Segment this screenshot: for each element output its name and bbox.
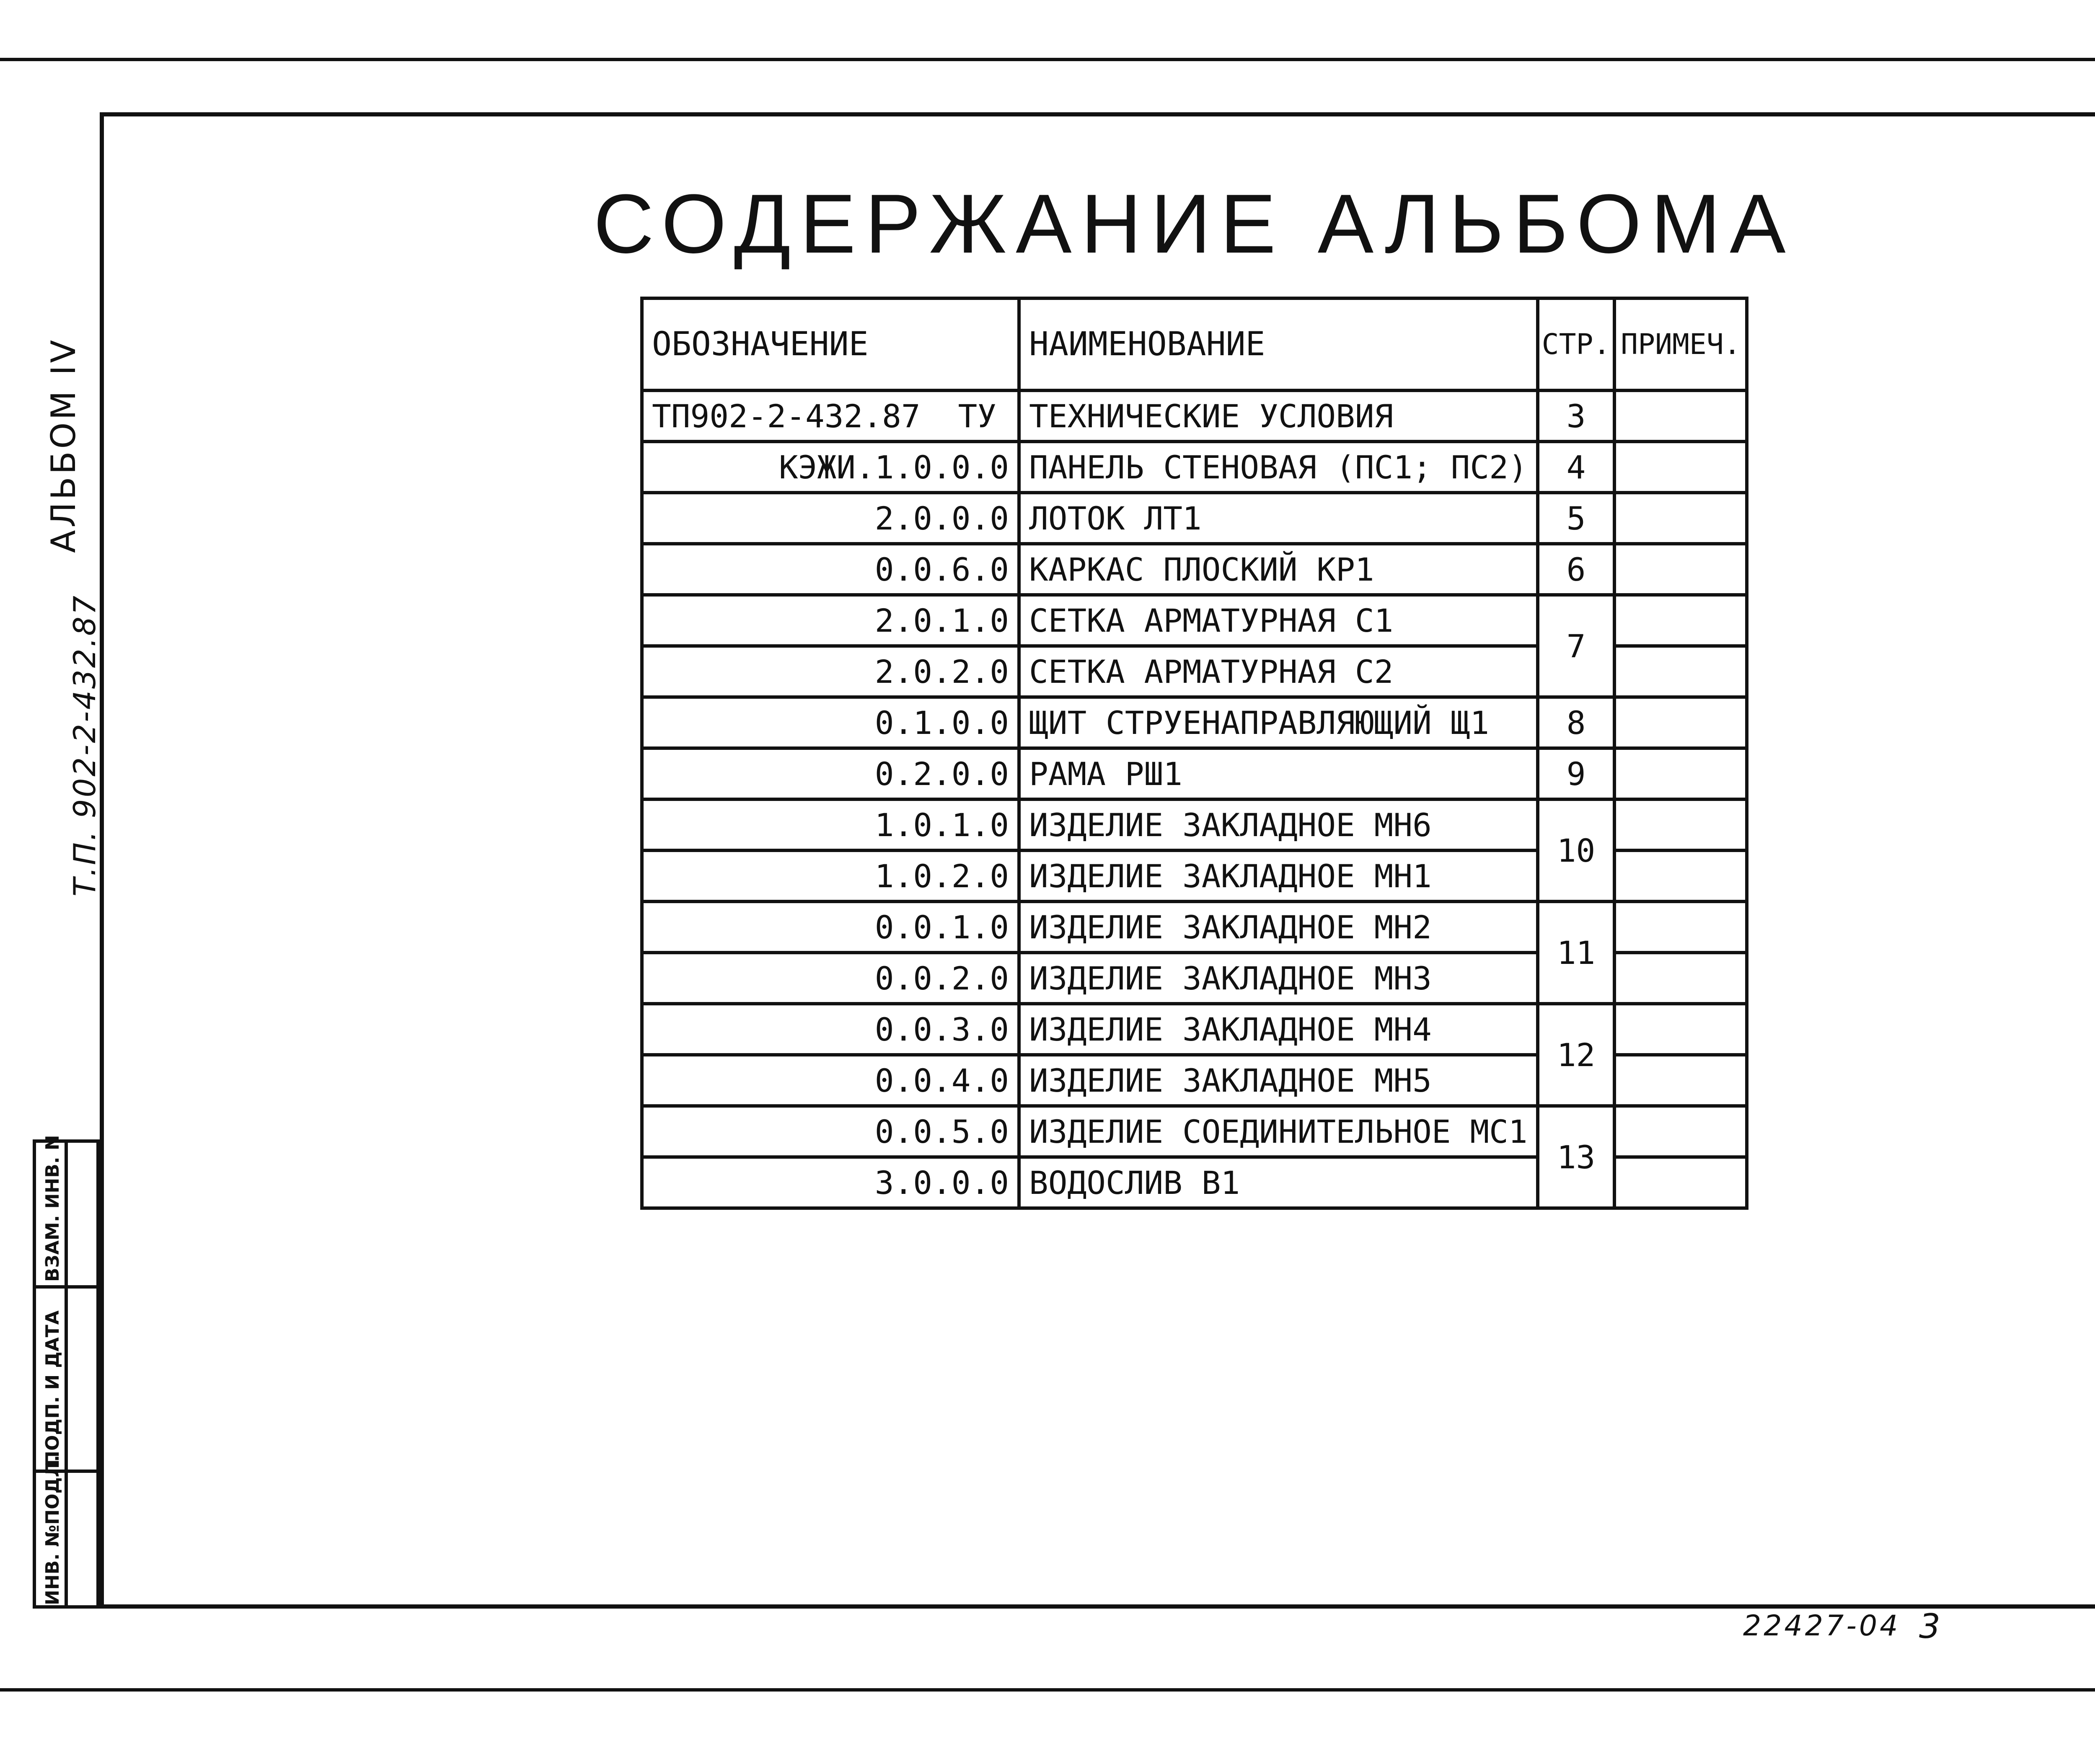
row-page: 11	[1538, 901, 1615, 1004]
header-code: ОБОЗНАЧЕНИЕ	[642, 298, 1019, 390]
row-note	[1614, 442, 1747, 493]
row-code-text: 0.0.2.0	[874, 959, 1009, 997]
row-name: СЕТКА АРМАТУРНАЯ С1	[1019, 595, 1538, 646]
row-code	[642, 646, 1019, 697]
archive-number: 22427-04	[1743, 1609, 1901, 1643]
row-code-text: 0.0.5.0	[874, 1113, 1009, 1150]
row-code-text: 0.0.1.0	[874, 908, 1009, 946]
stamp-replace-inv: ВЗАМ. ИНВ. N	[42, 1135, 63, 1282]
sheet-border-bottom	[0, 1688, 2095, 1692]
row-code	[642, 493, 1019, 544]
row-page: 4	[1538, 442, 1615, 493]
row-name: ИЗДЕЛИЕ СОЕДИНИТЕЛЬНОЕ МС1	[1019, 1106, 1538, 1157]
row-code-text: 0.0.3.0	[874, 1010, 1009, 1048]
row-code-text: 0.2.0.0	[874, 755, 1009, 793]
table-row	[642, 697, 1747, 748]
stamp-sign-date: ПОДП. И ДАТА	[42, 1310, 63, 1466]
header-page: СТР.	[1538, 298, 1615, 390]
row-code	[642, 442, 1019, 493]
row-page: 10	[1538, 799, 1615, 901]
row-code	[642, 544, 1019, 595]
table-row	[642, 493, 1747, 544]
row-page: 6	[1538, 544, 1615, 595]
row-note	[1614, 799, 1747, 850]
row-note	[1614, 1055, 1747, 1106]
row-page: 5	[1538, 493, 1615, 544]
table-row	[642, 1106, 1747, 1157]
table-row	[642, 390, 1747, 442]
row-name: ВОДОСЛИВ В1	[1019, 1157, 1538, 1208]
row-name: ИЗДЕЛИЕ ЗАКЛАДНОЕ МН2	[1019, 901, 1538, 953]
row-code-text: 2.0.1.0	[874, 602, 1009, 639]
row-code	[642, 595, 1019, 646]
row-name: ПАНЕЛЬ СТЕНОВАЯ (ПС1; ПС2)	[1019, 442, 1538, 493]
table-header-row	[642, 298, 1747, 390]
table-row	[642, 1004, 1747, 1055]
row-name: ЩИТ СТРУЕНАПРАВЛЯЮЩИЙ Щ1	[1019, 697, 1538, 748]
row-name: ЛОТОК ЛТ1	[1019, 493, 1538, 544]
page-title: СОДЕРЖАНИЕ АЛЬБОМА	[593, 177, 1795, 271]
table-row	[642, 544, 1747, 595]
row-code	[642, 799, 1019, 850]
sheet-border-top	[0, 58, 2095, 61]
header-note: ПРИМЕЧ.	[1614, 298, 1747, 390]
contents-table	[640, 297, 1748, 1210]
row-code-text: ТП902-2-432.87	[652, 397, 921, 435]
row-page: 3	[1538, 390, 1615, 442]
row-code	[642, 1055, 1019, 1106]
row-name: ИЗДЕЛИЕ ЗАКЛАДНОЕ МН6	[1019, 799, 1538, 850]
row-note	[1614, 850, 1747, 901]
row-code	[642, 1004, 1019, 1055]
table-row	[642, 442, 1747, 493]
row-note	[1614, 390, 1747, 442]
row-note	[1614, 1157, 1747, 1208]
row-code	[642, 850, 1019, 901]
row-code-text: 1.0.1.0	[874, 806, 1009, 844]
row-code	[642, 697, 1019, 748]
table-body	[642, 390, 1747, 1208]
table-row	[642, 799, 1747, 850]
row-note	[1614, 1004, 1747, 1055]
row-note	[1614, 748, 1747, 799]
table-row	[642, 901, 1747, 953]
row-code	[642, 953, 1019, 1004]
row-note	[1614, 1106, 1747, 1157]
project-code: Т.П. 902-2-432.87	[67, 594, 102, 896]
header-name: НАИМЕНОВАНИЕ	[1019, 298, 1538, 390]
row-name: СЕТКА АРМАТУРНАЯ С2	[1019, 646, 1538, 697]
row-page: 9	[1538, 748, 1615, 799]
row-page: 7	[1538, 595, 1615, 697]
row-note	[1614, 953, 1747, 1004]
row-code-text: 2.0.2.0	[874, 653, 1009, 690]
row-name: ИЗДЕЛИЕ ЗАКЛАДНОЕ МН5	[1019, 1055, 1538, 1106]
row-code-text: 0.1.0.0	[874, 704, 1009, 741]
row-code-text: 1.0.2.0	[874, 857, 1009, 895]
row-code	[642, 390, 1019, 442]
row-note	[1614, 901, 1747, 953]
row-code	[642, 1157, 1019, 1208]
row-code-text: 0.0.4.0	[874, 1061, 1009, 1099]
row-page: 12	[1538, 1004, 1615, 1106]
row-page: 13	[1538, 1106, 1615, 1208]
row-note	[1614, 595, 1747, 646]
row-note	[1614, 697, 1747, 748]
row-code-text: КЭЖИ.1.0.0.0	[779, 448, 1009, 486]
row-code-suffix: ТУ	[958, 397, 996, 435]
row-name: КАРКАС ПЛОСКИЙ КР1	[1019, 544, 1538, 595]
row-name: ИЗДЕЛИЕ ЗАКЛАДНОЕ МН3	[1019, 953, 1538, 1004]
row-page: 8	[1538, 697, 1615, 748]
row-code	[642, 901, 1019, 953]
row-code	[642, 1106, 1019, 1157]
stamp-divider	[36, 1285, 96, 1289]
row-code-text: 3.0.0.0	[874, 1164, 1009, 1201]
sheet-number: 3	[1919, 1607, 1940, 1646]
stamp-divider	[65, 1143, 68, 1605]
row-code-text: 2.0.0.0	[874, 499, 1009, 537]
table-row	[642, 748, 1747, 799]
album-label: АЛЬБОМ IV	[44, 337, 83, 553]
row-code	[642, 748, 1019, 799]
row-name: ТЕХНИЧЕСКИЕ УСЛОВИЯ	[1019, 390, 1538, 442]
row-name: ИЗДЕЛИЕ ЗАКЛАДНОЕ МН1	[1019, 850, 1538, 901]
stamp-inv-no: ИНВ. №ПОДЛ.	[42, 1455, 63, 1605]
row-name: РАМА РШ1	[1019, 748, 1538, 799]
table-row	[642, 595, 1747, 646]
row-name: ИЗДЕЛИЕ ЗАКЛАДНОЕ МН4	[1019, 1004, 1538, 1055]
row-code-text: 0.0.6.0	[874, 550, 1009, 588]
row-note	[1614, 646, 1747, 697]
row-note	[1614, 493, 1747, 544]
row-note	[1614, 544, 1747, 595]
approval-stamp	[33, 1135, 100, 1609]
